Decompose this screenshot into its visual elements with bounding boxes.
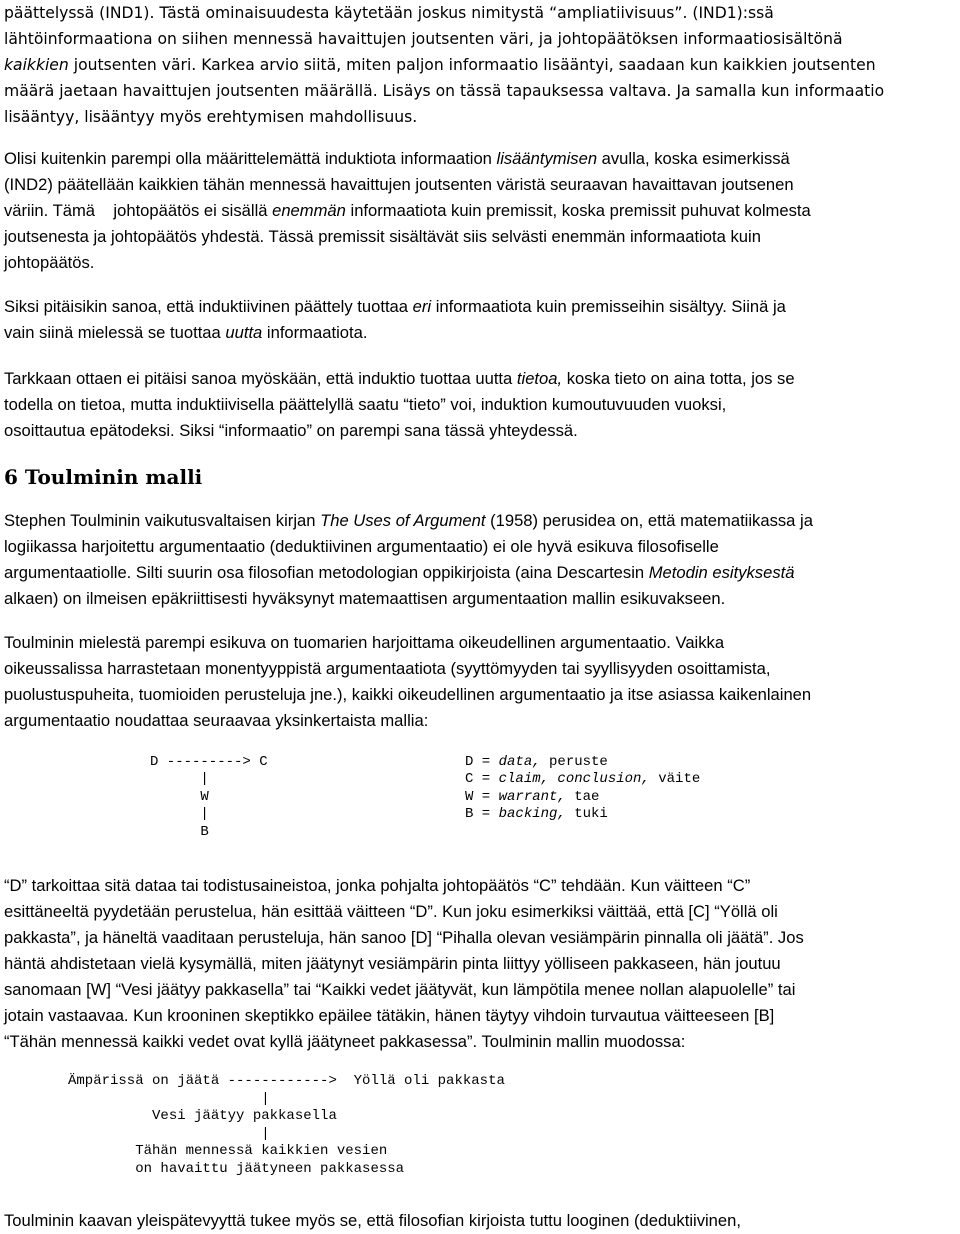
- emphasis-text: kaikkien: [4, 56, 69, 74]
- text-run: informaatiota.: [262, 323, 368, 342]
- text-run: Siksi pitäisikin sanoa, että induktiivinen päättely tuottaa: [4, 297, 413, 316]
- legend-data: [465, 754, 608, 772]
- emphasis-text: eri: [412, 297, 432, 316]
- paragraph-6-line-3: puolustuspuheita, tuomioiden perusteluja jne.), kaikki oikeudellinen argumentaatio ja itse asiassa kaikenlainen: [4, 685, 812, 704]
- text-run: informaatiota kuin premisseihin sisältyy. Siinä ja: [431, 297, 786, 316]
- text-run: peruste: [540, 754, 608, 770]
- diagram-row: |: [150, 771, 209, 787]
- paragraph-2-line-5: johtopäätös.: [4, 253, 95, 272]
- paragraph-4-line-2: todella on tietoa, mutta induktiivisella päättelyllä saatu “tieto” voi, induktion kumoutuvuuden vuoksi,: [4, 395, 727, 414]
- book-title: The Uses of Argument: [320, 511, 486, 530]
- diagram-row: W: [150, 789, 209, 805]
- paragraph-6-line-2: oikeussalissa harrastetaan monentyyppistä argumentaatiota (syyttömyyden tai syyllisyyden osoittamista,: [4, 659, 771, 678]
- diagram-row: D ---------> C: [150, 754, 268, 770]
- diagram-row: Tähän mennessä kaikkien vesien: [68, 1143, 388, 1159]
- paragraph-1-line-3: [4, 52, 956, 78]
- paragraph-1-line-4: määrä jaetaan havaittujen joutsenten määrällä. Lisäys on tässä tapauksessa valtava. Ja samalla kun informaatio: [4, 82, 885, 100]
- paragraph-7-line-1: “D” tarkoittaa sitä dataa tai todistusaineistoa, jonka pohjalta johtopäätös “C” tehdään. Kun väitteen “C”: [4, 876, 751, 895]
- paragraph-6-line-1: Toulminin mielestä parempi esikuva on tuomarien harjoittama oikeudellinen argumentaatio. Vaikka: [4, 633, 725, 652]
- text-run: argumentaatiolle. Silti suurin osa filosofian metodologian oppikirjoista (aina Descartesin: [4, 563, 649, 582]
- paragraph-7-line-6: jotain vastaavaa. Kun krooninen skeptikko epäilee tätäkin, hänen täytyy vihdoin turvautua väitteeseen [B]: [4, 1006, 775, 1025]
- paragraph-2-line-2: (IND2) päätellään kaikkien tähän mennessä havaittujen joutsenten väristä seuraavan havaittavan joutsenen: [4, 175, 794, 194]
- diagram-row: Ämpärissä on jäätä ------------> Yöllä oli pakkasta: [68, 1073, 505, 1089]
- legend-backing: [465, 806, 608, 824]
- text-run: koska tieto on aina totta, jos se: [562, 369, 795, 388]
- text-run: väite: [649, 771, 701, 787]
- section-heading: 6 Toulminin malli: [4, 465, 203, 489]
- text-run: Tarkkaan ottaen ei pitäisi sanoa myöskään, että induktio tuottaa uutta: [4, 369, 517, 388]
- paragraph-2-line-3: [4, 198, 956, 224]
- text-run: Stephen Toulminin vaikutusvaltaisen kirjan: [4, 511, 321, 530]
- paragraph-2-line-1: [4, 146, 956, 172]
- paragraph-7-line-7: “Tähän mennessä kaikki vedet ovat kyllä jäätyneet pakkasessa”. Toulminin mallin muodossa:: [4, 1032, 686, 1051]
- text-run: B =: [465, 806, 499, 822]
- paragraph-4-line-3: osoittautua epätodeksi. Siksi “informaatio” on parempi sana tässä yhteydessä.: [4, 421, 578, 440]
- emphasis-text: enemmän: [272, 201, 346, 220]
- text-run: avulla, koska esimerkissä: [597, 149, 790, 168]
- text-run: vain siinä mielessä se tuottaa: [4, 323, 226, 342]
- emphasis-text: claim, conclusion,: [498, 771, 650, 787]
- paragraph-2-line-4: joutsenesta ja johtopäätös yhdestä. Tässä premissit sisältävät siis selvästi enemmän informaatiota kuin: [4, 227, 761, 246]
- diagram-row: on havaittu jäätyneen pakkasessa: [68, 1161, 405, 1177]
- paragraph-7-line-2: esittäneeltä pyydetään perustelua, hän esittää väitteen “D”. Kun joku esimerkiksi väittää, että [C] “Yöllä oli: [4, 902, 778, 921]
- text-run: informaatiota kuin premissit, koska premissit puhuvat kolmesta: [345, 201, 811, 220]
- text-run: D =: [465, 754, 499, 770]
- diagram-row: Vesi jäätyy pakkasella: [68, 1108, 337, 1124]
- text-run: W =: [465, 789, 499, 805]
- paragraph-7-line-3: pakkasta”, ja häneltä vaaditaan perusteluja, hän sanoo [D] “Pihalla olevan vesiämpärin pinnalla oli jäätä”. Jos: [4, 928, 804, 947]
- paragraph-1-line-2: lähtöinformaationa on siihen mennessä havaittujen joutsenten väri, ja johtopäätöksen informaatiosisältönä: [4, 30, 843, 48]
- legend-claim: [465, 771, 700, 789]
- paragraph-7-line-5: sanomaan [W] “Vesi jäätyy pakkasella” tai “Kaikki vedet jäätyvät, kun lämpötila menee nollan alapuolelle” tai: [4, 980, 796, 999]
- text-run: tae: [565, 789, 600, 805]
- emphasis-text: uutta: [225, 323, 263, 342]
- text-run: joutsenten väri. Karkea arvio siitä, miten paljon informaatio lisääntyi, saadaan kun kaikkien joutsenten: [68, 56, 876, 74]
- legend-warrant: [465, 789, 599, 807]
- book-title: Metodin esityksestä: [648, 563, 795, 582]
- paragraph-5-line-3: [4, 560, 956, 586]
- diagram-row: |: [68, 1091, 270, 1107]
- paragraph-6-line-4: argumentaatio noudattaa seuraavaa yksinkertaista mallia:: [4, 711, 429, 730]
- paragraph-5-line-1: [4, 508, 956, 534]
- paragraph-4-line-1: [4, 366, 956, 392]
- text-run: C =: [465, 771, 499, 787]
- paragraph-1-line-5: lisääntyy, lisääntyy myös erehtymisen mahdollisuus.: [4, 108, 418, 126]
- paragraph-1-line-1: päättelyssä (IND1). Tästä ominaisuudesta käytetään joskus nimitystä “ampliatiivisuus”. (IND1):ssä: [4, 4, 774, 22]
- emphasis-text: tietoa,: [516, 369, 563, 388]
- paragraph-3-line-1: [4, 294, 956, 320]
- text-run: väriin. Tämä johtopäätös ei sisällä: [4, 201, 273, 220]
- text-run: (1958) perusidea on, että matematiikassa ja: [485, 511, 813, 530]
- diagram-row: B: [150, 824, 209, 840]
- paragraph-8-line-1: Toulminin kaavan yleispätevyyttä tukee myös se, että filosofian kirjoista tuttu looginen (deduktiivinen,: [4, 1211, 741, 1230]
- emphasis-text: backing,: [498, 806, 566, 822]
- diagram-row: |: [150, 806, 209, 822]
- emphasis-text: warrant,: [498, 789, 566, 805]
- text-run: tuki: [565, 806, 608, 822]
- paragraph-5-line-2: logiikassa harjoitettu argumentaatio (deduktiivinen argumentaatio) ei ole hyvä esikuva filosofiselle: [4, 537, 719, 556]
- text-run: Olisi kuitenkin parempi olla määrittelemättä induktiota informaation: [4, 149, 497, 168]
- paragraph-3-line-2: [4, 320, 956, 346]
- paragraph-7-line-4: häntä ahdistetaan vielä kysymällä, miten jäätynyt vesiämpärin pinta liittyy yölliseen pakkaseen, hän joutuu: [4, 954, 781, 973]
- emphasis-text: lisääntymisen: [496, 149, 598, 168]
- diagram-row: |: [68, 1126, 270, 1142]
- emphasis-text: data,: [498, 754, 541, 770]
- paragraph-5-line-4: alkaen) on ilmeisen epäkriittisesti hyväksynyt matemaattisen argumentaation mallin esikuvakseen.: [4, 589, 726, 608]
